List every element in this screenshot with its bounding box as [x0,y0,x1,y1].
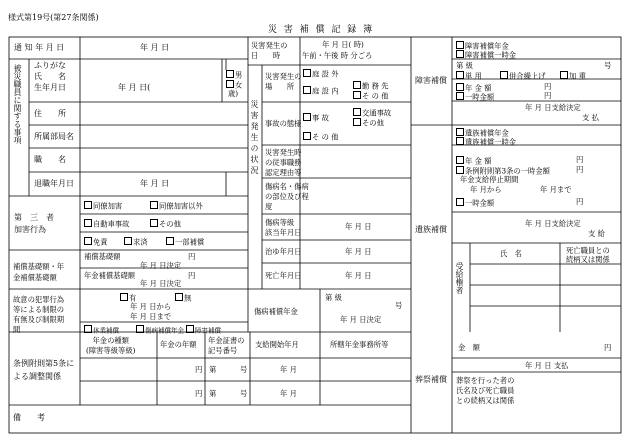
type-accident[interactable] [303,113,329,122]
funeral-yen: 円 [604,343,612,352]
option-label: 庭 設 内 [312,86,339,96]
disaster-section-label: 災害発生の状況 [250,100,259,177]
checkbox[interactable] [353,91,361,99]
survivor-label: 遺族補償 [415,225,447,234]
funeral-pay: 年 月 日 支払 [525,361,569,370]
adj-col-start: 支給開始年月 [255,340,299,349]
surv-pension-amount[interactable] [456,156,492,165]
dis-lump-yen: 円 [544,91,552,100]
type-other-sub[interactable] [353,118,384,127]
option-label: 年 金 額 [465,156,492,166]
option-label: 事 故 [312,113,329,123]
option-label: 庭 設 外 [312,69,339,79]
option-label: 同僚加害 [93,201,123,211]
surv-suspend-from: 年 月から [470,185,502,194]
sick-pension-grade: 第 級 [325,293,342,302]
adj-gou-2: 号 [240,389,248,398]
victim-section-label: 被災職員に関する事項 [13,64,22,144]
department-label: 所属部局名 [34,132,74,141]
place-inside[interactable] [303,86,339,95]
option-label: 休業補償 [93,326,119,335]
surv-lump-yen: 円 [576,197,584,206]
base-amount-label: 補償基礎額・年 金補償基礎額 [13,262,65,282]
checkbox[interactable] [456,41,464,49]
name-label: 氏 名 [34,72,66,81]
funeral-label: 葬祭補償 [415,375,447,384]
option-label: 遺族補償年金 [465,128,509,138]
tp-option-other[interactable] [150,219,181,228]
option-label: 障害補償年金 [465,41,509,51]
checkbox[interactable] [84,325,92,333]
checkbox[interactable] [456,156,464,164]
limit-no[interactable] [175,293,191,302]
surv-pension-yen: 円 [576,155,584,164]
page-title: 災 害 補 償 記 録 簿 [268,25,375,35]
option-label: 一時金額 [465,92,495,102]
type-traffic[interactable] [353,108,391,117]
birth-value: 年 月 日( [118,83,151,92]
checkbox[interactable] [136,325,144,333]
cure-date-label: 治ゆ年月日 [265,247,302,256]
dis-pay-amount: 支 払 [582,113,599,122]
option-label: 併合繰上げ [509,71,546,81]
checkbox[interactable] [456,71,464,79]
notice-date-value: 年 月 日 [140,43,170,52]
option-label: 自動車事故 [93,219,130,229]
surv-pension-option[interactable] [456,128,509,137]
place-outside[interactable] [303,69,339,78]
checkbox[interactable] [500,71,508,79]
place-other[interactable] [353,91,389,100]
adj-ym-2: 年 月 [280,389,297,398]
tp-option-car[interactable] [84,219,129,228]
dis-grade: 第 級 [456,61,473,70]
limit-opt-leave[interactable] [84,325,119,334]
retire-label: 退職年月日 [34,179,74,188]
checkbox[interactable] [560,71,568,79]
option-label: 障害補償一時金 [465,50,517,60]
checkbox[interactable] [150,201,158,209]
address-label: 住 所 [34,109,66,118]
female-checkbox[interactable] [226,80,234,88]
checkbox[interactable] [303,69,311,77]
option-label: 交通事故 [362,108,392,118]
retire-value: 年 月 日 [140,179,170,188]
grade-date-label: 傷病等級 該当年月日 [265,218,302,237]
surv-suspend-label: 年金支給停止期間 [460,175,519,184]
place-label: 災害発生の 場 所 [265,72,302,91]
checkbox[interactable] [456,128,464,136]
disaster-when-label: 災害発生の 日 時 [251,41,288,60]
age-suffix: 歳) [228,89,239,98]
checkbox[interactable] [84,219,92,227]
base-decide: 年 月 日決定 [140,261,182,270]
checkbox[interactable] [303,113,311,121]
option-label: 免責 [93,237,108,247]
dis-lump-amount[interactable] [456,92,494,101]
surv-pay-decide: 年 月 日支給決定 [525,219,581,228]
checkbox[interactable] [456,50,464,58]
option-label: 無 [184,293,192,303]
sick-pension-decide: 年 月 日決定 [340,315,382,324]
checkbox[interactable] [303,132,311,140]
sick-pension-label: 傷病補償年金 [254,307,298,316]
checkbox[interactable] [84,237,92,245]
adj-col-office: 所轄年金事務所等 [330,340,389,349]
adj-col-annual: 年金の年額 [160,340,197,349]
option-label: その他 [362,118,384,128]
pension-base-decide: 年 月 日決定 [140,279,182,288]
tp-option-non-colleague[interactable] [150,201,203,210]
remarks-label: 備 考 [13,413,45,422]
disability-label: 障害補償 [415,76,447,85]
checkbox[interactable] [353,81,361,89]
option-label: 有 [129,293,137,303]
adj-col-cert: 年金証書の 記号番号 [208,336,245,355]
adj-gou-1: 号 [240,365,248,374]
tp-option-claim[interactable] [124,237,148,246]
option-label: 同僚加害以外 [159,201,203,211]
dis-pension-option[interactable] [456,41,509,50]
tp-option-exempt[interactable] [84,237,108,246]
option-label: 一時金額 [465,198,495,208]
option-label: 障害補償 [195,326,221,335]
form-number: 様式第19号(第27条関係) [8,13,99,22]
checkbox[interactable] [150,219,158,227]
option-label: 求済 [133,237,148,247]
option-label: 遺族補償一時金 [465,137,517,147]
option-label: その他 [159,219,181,229]
tp-option-partial[interactable] [166,237,204,246]
dis-pension-amount[interactable] [456,83,492,92]
checkbox[interactable] [124,237,132,245]
limit-from: 年 月 日から [130,302,172,311]
option-label: 一部補償 [175,237,205,247]
option-label: 条例附則第3条の一時金額 [465,166,550,176]
dis-row-add[interactable] [560,71,586,80]
surv-pay: 支 給 [588,229,605,238]
place-work[interactable] [353,81,389,90]
adj-yen-1: 円 [195,365,203,374]
type-other[interactable] [303,132,339,141]
female-label: 女 [235,80,243,90]
surv-supp-lump[interactable] [456,166,550,175]
duty-label: 災害発生時 の従事職務 認定理由等 [265,148,302,177]
base-yen: 円 [188,252,196,261]
female-option[interactable] [226,80,242,89]
option-label: 加 重 [569,71,586,81]
dis-num: 号 [604,61,612,70]
checkbox[interactable] [353,118,361,126]
checkbox[interactable] [456,198,464,206]
checkbox[interactable] [303,86,311,94]
third-party-label: 第 三 者 加害行為 [14,213,54,234]
limit-opt-disability[interactable] [186,325,221,334]
death-date-label: 死亡年月日 [265,271,302,280]
adj-col-type: 年金の種類 (障害等級等級) [86,336,136,355]
option-label: そ の 他 [362,91,389,101]
option-label: そ の 他 [312,132,339,142]
dis-pay-decide: 年 月 日支給決定 [525,103,581,112]
accident-type-label: 事故の態様 [265,119,302,128]
notice-date-label: 通 知 年 月 日 [14,43,65,52]
disaster-when-time: 午前・午後 時 分ごろ [302,51,373,60]
death-date-value: 年 月 日 [345,271,372,280]
checkbox[interactable] [456,92,464,100]
birth-label: 生年月日 [34,83,66,92]
checkbox[interactable] [353,108,361,116]
limit-yes[interactable] [120,293,136,302]
grade-date-value: 年 月 日 [345,222,372,231]
male-label: 男 [235,70,243,80]
dis-row-single[interactable] [456,71,482,80]
limit-opt-sick[interactable] [136,325,184,334]
job-label: 職 名 [34,155,66,164]
sick-pension-num: 号 [395,301,403,310]
recipient-col-relation: 死亡職員との 続柄又は関係 [566,246,610,265]
injury-label: 傷病名・傷病 の部位及び程 度 [265,182,309,211]
dis-pension-yen: 円 [544,82,552,91]
checkbox[interactable] [456,137,464,145]
option-label: 勤 務 先 [362,81,389,91]
surv-suspend-to: 年 月まで [540,185,572,194]
limit-until: 年 月 日まで [130,312,172,321]
male-option[interactable] [226,70,242,79]
male-checkbox[interactable] [226,70,234,78]
base-amount: 補償基礎額 [84,252,121,261]
option-label: 年 金 額 [465,83,492,93]
recipient-label: 受給権者 [455,262,464,294]
adj-dai-1: 第 [209,365,217,374]
adj-ym-1: 年 月 [280,365,297,374]
furigana-label: ふりがな [34,61,66,70]
pension-base-amount: 年金補償基礎額 [84,271,136,280]
checkbox[interactable] [456,166,464,174]
checkbox[interactable] [456,83,464,91]
recipient-col-name: 氏 名 [500,249,522,258]
tp-option-colleague[interactable] [84,201,122,210]
adjust-label: 条例附則第5条に よる調整関係 [13,359,75,381]
option-label: 単 用 [465,71,482,81]
funeral-person-label: 葬祭を行った者の 氏名及び死亡職員 との続柄又は関係 [456,376,515,406]
cure-date-value: 年 月 日 [345,247,372,256]
option-label: 傷病補償年金 [145,326,184,335]
adj-dai-2: 第 [209,389,217,398]
surv-supp-yen: 円 [576,165,584,174]
checkbox[interactable] [186,325,194,333]
crime-limit-label: 故意の犯罪行為 等による制限の 有無及び制限期 間 [13,295,65,334]
surv-lump-amount[interactable] [456,198,494,207]
checkbox[interactable] [166,237,174,245]
checkbox[interactable] [120,293,128,301]
dis-row-merge[interactable] [500,71,545,80]
checkbox[interactable] [175,293,183,301]
adj-yen-2: 円 [195,389,203,398]
checkbox[interactable] [84,201,92,209]
pension-base-yen: 円 [188,271,196,280]
disaster-when-value: 年 月 日( 時) [322,40,364,49]
dis-lump-option[interactable] [456,50,516,59]
funeral-amount-label: 金 額 [458,343,480,352]
surv-lump-option[interactable] [456,137,516,146]
